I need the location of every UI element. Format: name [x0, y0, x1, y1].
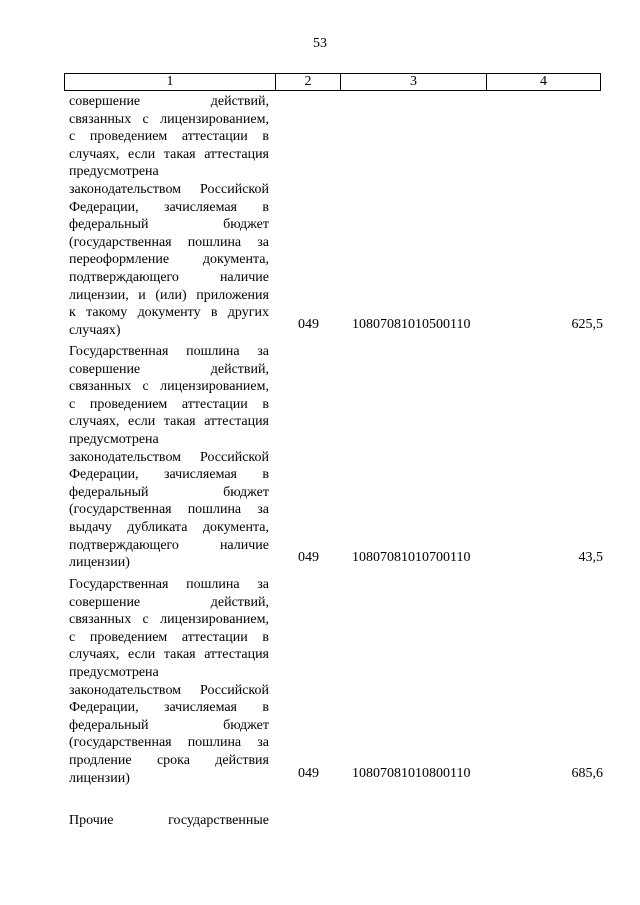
description-line: федеральный бюджет — [69, 217, 269, 233]
row-code: 049 — [298, 766, 319, 781]
description-line: предусмотрена — [69, 664, 159, 680]
description-line: Федерации, зачисляемая в — [69, 467, 269, 483]
description-line: случаях, если такая аттестация — [69, 647, 269, 663]
row-description — [69, 343, 269, 572]
description-line: лицензии, и (или) приложения — [69, 287, 269, 303]
row-kbk: 10807081010700110 — [352, 550, 471, 565]
description-line: случаях) — [69, 322, 121, 338]
description-line: (государственная пошлина за — [69, 502, 269, 518]
table-header — [64, 73, 601, 91]
row-amount: 43,5 — [578, 550, 603, 565]
description-line: продление срока действия — [69, 752, 269, 768]
description-line: Федерации, зачисляемая в — [69, 700, 269, 716]
row-kbk: 10807081010800110 — [352, 766, 471, 781]
row-code: 049 — [298, 550, 319, 565]
description-line: совершение действий, — [69, 361, 269, 377]
description-line: с проведением аттестации в — [69, 629, 269, 645]
description-line: законодательством Российской — [69, 682, 269, 698]
description-line: Федерации, зачисляемая в — [69, 199, 269, 215]
description-line: предусмотрена — [69, 431, 159, 447]
description-line: случаях, если такая аттестация — [69, 146, 269, 162]
page-number: 53 — [313, 36, 327, 51]
header-col-2: 2 — [276, 74, 341, 90]
description-line: законодательством Российской — [69, 181, 269, 197]
description-line: с проведением аттестации в — [69, 129, 269, 145]
header-col-3: 3 — [341, 74, 487, 90]
row-description — [69, 576, 269, 787]
description-line: совершение действий, — [69, 94, 269, 109]
trailing-line: Прочие государственные — [69, 813, 269, 828]
description-line: связанных с лицензированием, — [69, 379, 269, 395]
row-description — [69, 93, 269, 339]
description-line: (государственная пошлина за — [69, 234, 269, 250]
description-line: федеральный бюджет — [69, 484, 269, 500]
description-line: совершение действий, — [69, 594, 269, 610]
row-code: 049 — [298, 317, 319, 332]
description-line: связанных с лицензированием, — [69, 111, 269, 127]
description-line: федеральный бюджет — [69, 717, 269, 733]
description-line: выдачу дубликата документа, — [69, 519, 269, 535]
description-line: с проведением аттестации в — [69, 396, 269, 412]
description-line: связанных с лицензированием, — [69, 612, 269, 628]
description-line: случаях, если такая аттестация — [69, 414, 269, 430]
description-line: (государственная пошлина за — [69, 735, 269, 751]
row-kbk: 10807081010500110 — [352, 317, 471, 332]
row-amount: 625,5 — [571, 317, 603, 332]
description-line: подтверждающего наличие — [69, 269, 269, 285]
description-line: Государственная пошлина за — [69, 577, 269, 592]
trailing-text — [69, 812, 269, 830]
description-line: законодательством Российской — [69, 449, 269, 465]
description-line: лицензии) — [69, 770, 130, 786]
header-col-1: 1 — [65, 74, 276, 90]
header-col-4: 4 — [540, 74, 547, 89]
description-line: подтверждающего наличие — [69, 537, 269, 553]
row-amount: 685,6 — [571, 766, 603, 781]
description-line: Государственная пошлина за — [69, 344, 269, 359]
description-line: к такому документу в других — [69, 305, 269, 321]
description-line: предусмотрена — [69, 164, 159, 180]
description-line: лицензии) — [69, 555, 130, 571]
description-line: переоформление документа, — [69, 252, 269, 268]
